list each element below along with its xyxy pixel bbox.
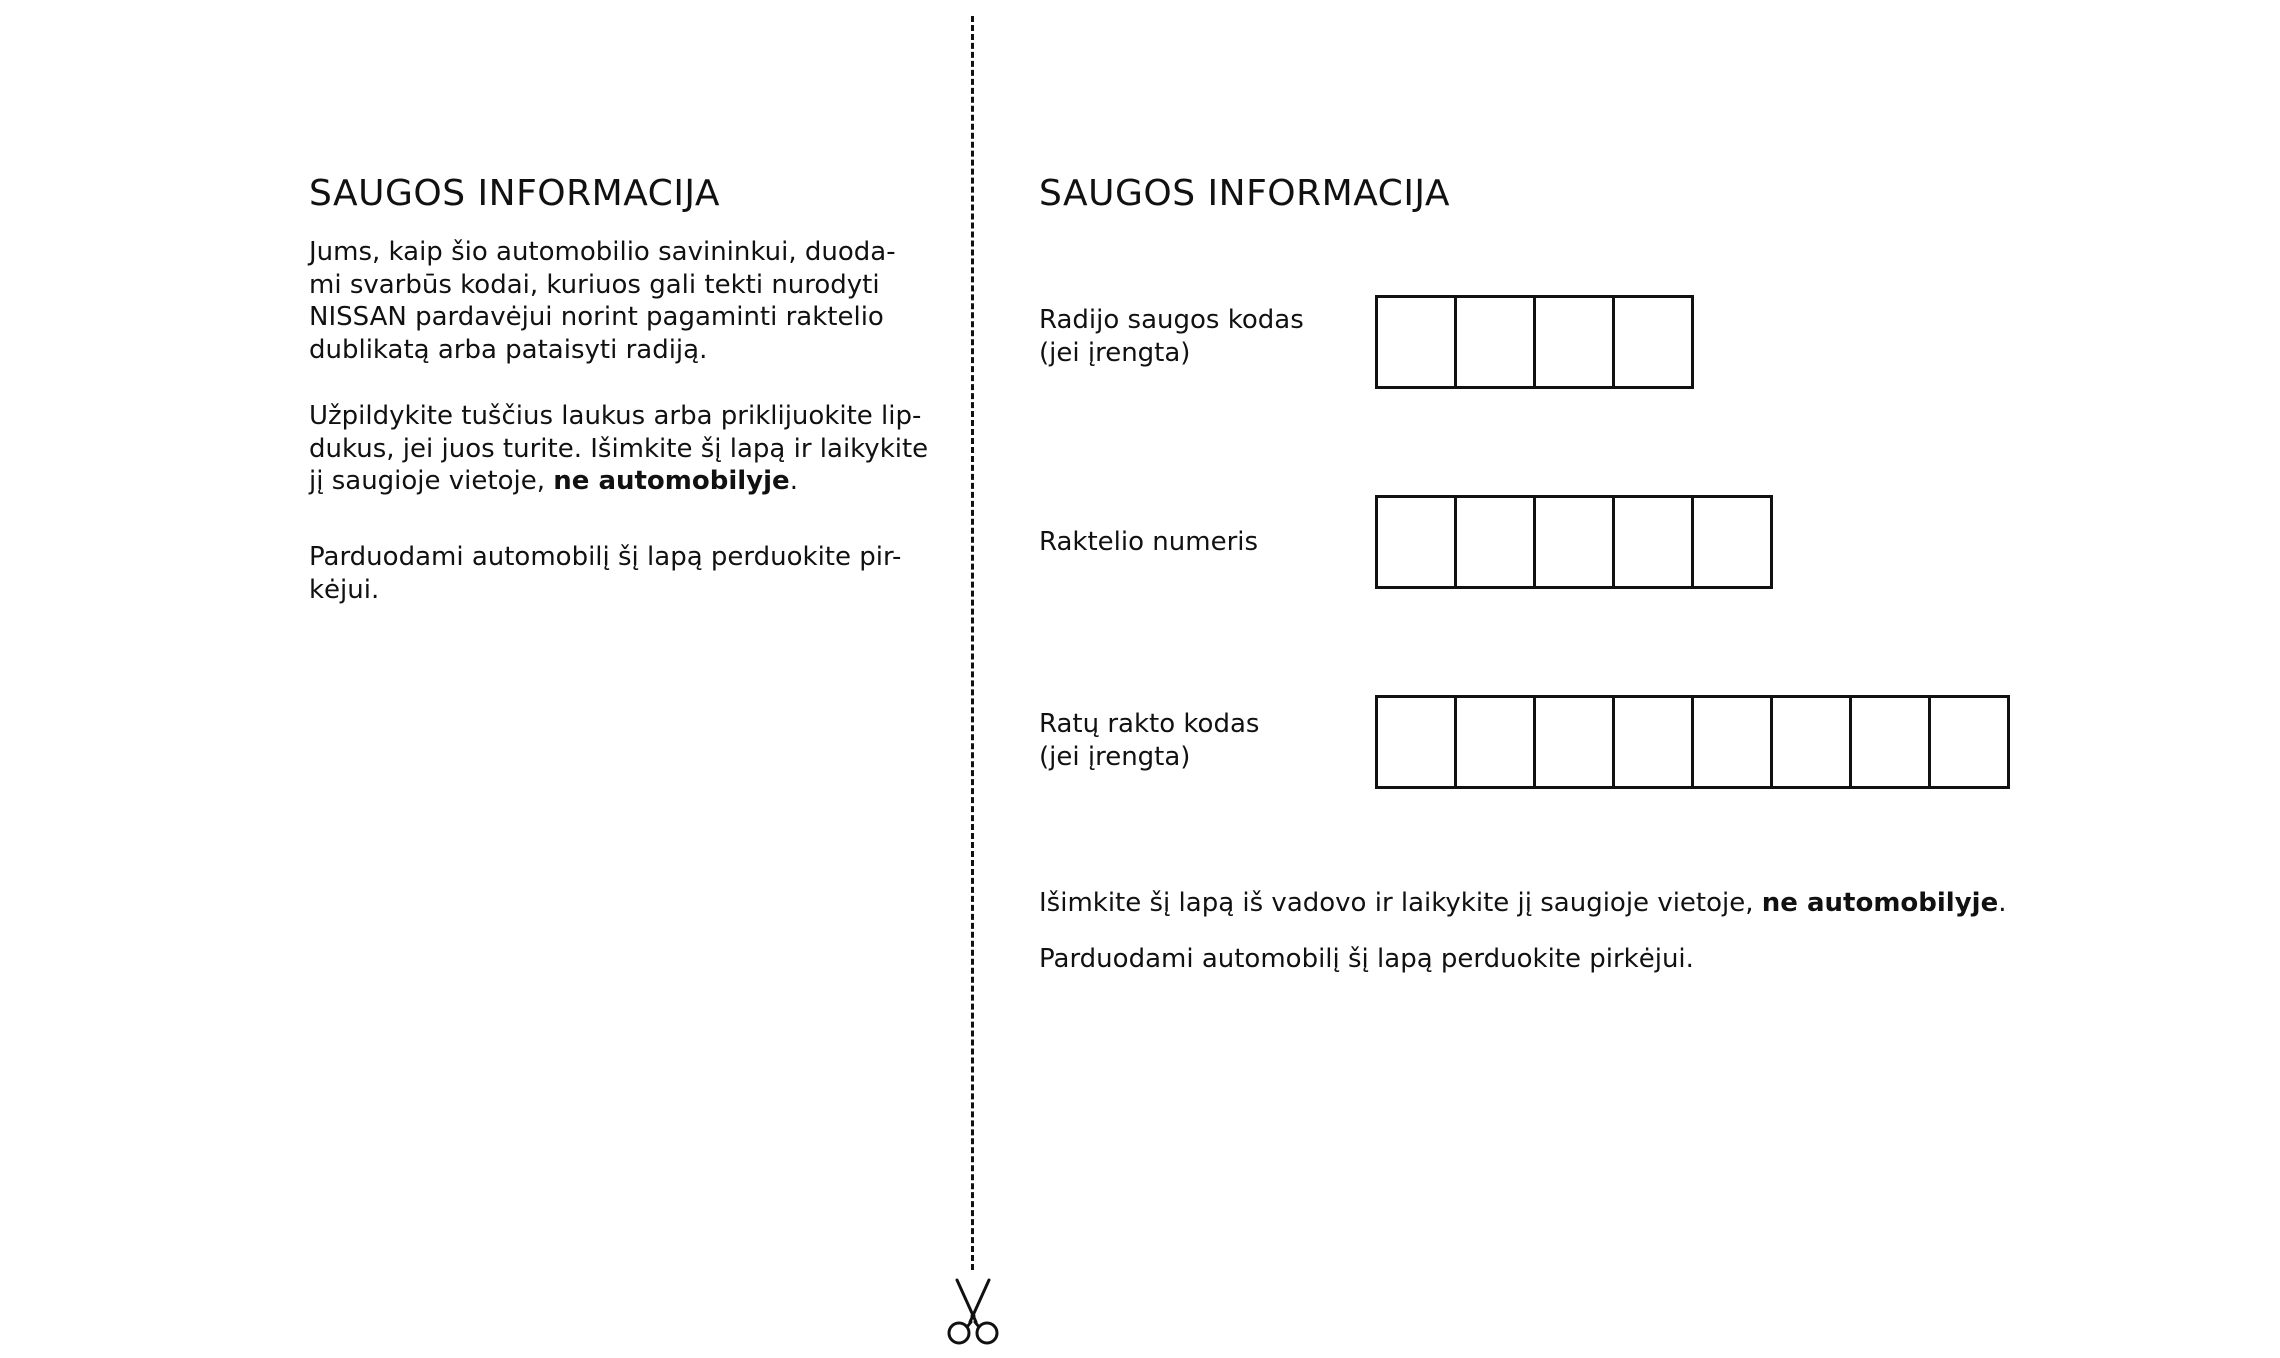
code-box[interactable] <box>1694 695 1773 789</box>
code-box[interactable] <box>1852 695 1931 789</box>
right-storage-note-period: . <box>1998 888 2007 918</box>
field-label-wheel-key-code: Ratų rakto kodas (jei įrengta) <box>1039 709 1260 772</box>
radio-code-boxes <box>1375 295 1694 389</box>
field-label-key-number: Raktelio numeris <box>1039 527 1259 557</box>
left-intro-paragraph: Jums, kaip šio automobilio savininkui, duoda- mi svarbūs kodai, kuriuos gali tekti nurodyti NISSAN pardavėjui norint pagaminti raktelio dublikatą arba pataisyti radiją. <box>309 237 896 365</box>
code-box[interactable] <box>1457 695 1536 789</box>
code-box[interactable] <box>1931 695 2010 789</box>
code-box[interactable] <box>1378 495 1457 589</box>
code-box[interactable] <box>1457 495 1536 589</box>
left-title: SAUGOS INFORMACIJA <box>309 173 721 214</box>
left-instructions-emphasis: ne automobilyje <box>553 466 790 496</box>
left-instructions-paragraph <box>309 400 949 498</box>
field-label-radio-code: Radijo saugos kodas (jei įrengta) <box>1039 305 1304 368</box>
code-box[interactable] <box>1536 495 1615 589</box>
code-box[interactable] <box>1536 695 1615 789</box>
code-box[interactable] <box>1615 695 1694 789</box>
code-box[interactable] <box>1457 295 1536 389</box>
right-storage-note <box>1039 887 2006 919</box>
right-title: SAUGOS INFORMACIJA <box>1039 173 1451 214</box>
right-storage-note-text: Išimkite šį lapą iš vadovo ir laikykite jį saugioje vietoje, <box>1039 888 1762 918</box>
wheel-key-code-boxes <box>1375 695 2010 789</box>
code-box[interactable] <box>1378 695 1457 789</box>
cut-line <box>971 16 974 1270</box>
scissors-icon <box>945 1278 1001 1348</box>
code-box[interactable] <box>1536 295 1615 389</box>
code-box[interactable] <box>1615 495 1694 589</box>
code-box[interactable] <box>1773 695 1852 789</box>
code-box[interactable] <box>1615 295 1694 389</box>
right-sale-note: Parduodami automobilį šį lapą perduokite pirkėjui. <box>1039 944 1694 974</box>
code-box[interactable] <box>1378 295 1457 389</box>
left-sale-paragraph: Parduodami automobilį šį lapą perduokite pir- kėjui. <box>309 542 902 605</box>
key-number-boxes <box>1375 495 1773 589</box>
left-instructions-text: Užpildykite tuščius laukus arba priklijuokite lip- dukus, jei juos turite. Išimkite šį lapą ir laikykite jį saugioje vietoje, <box>309 401 929 496</box>
right-storage-note-emphasis: ne automobilyje <box>1761 888 1999 918</box>
left-instructions-period: . <box>789 466 798 496</box>
code-box[interactable] <box>1694 495 1773 589</box>
